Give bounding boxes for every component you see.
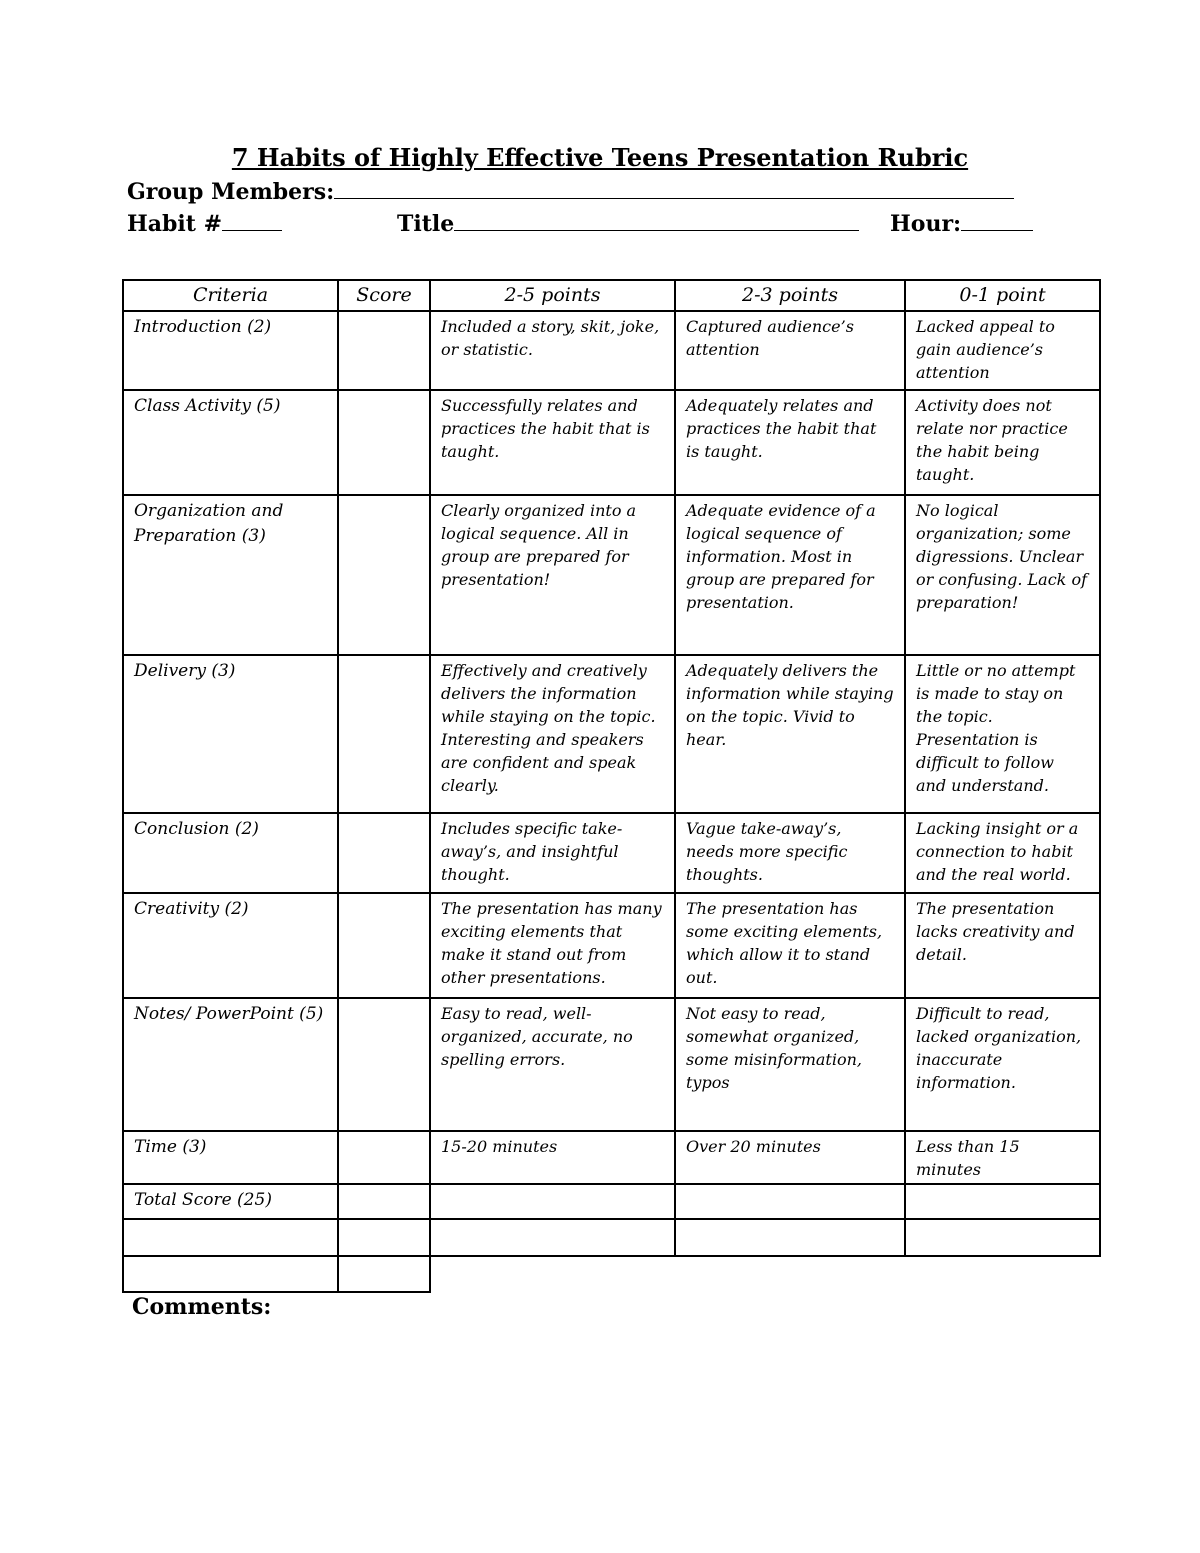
comments-label: Comments: bbox=[132, 1294, 272, 1320]
criteria-cell: Total Score (25) bbox=[123, 1184, 338, 1219]
table-row bbox=[123, 390, 1100, 495]
column-header: 2-3 points bbox=[675, 280, 905, 311]
criteria-cell: Delivery (3) bbox=[123, 655, 338, 813]
total-score-cell[interactable] bbox=[338, 1184, 430, 1219]
empty-space bbox=[905, 1256, 1100, 1292]
column-header: Score bbox=[338, 280, 430, 311]
rubric-table bbox=[122, 279, 1101, 1293]
mid-points-cell: Captured audience’s attention bbox=[675, 311, 905, 390]
empty-cell bbox=[430, 1184, 675, 1219]
low-points-cell: No logical organization; some digressions. Unclear or confusing. Lack of preparation! bbox=[905, 495, 1100, 655]
total-score-row bbox=[123, 1184, 1100, 1219]
title-label: Title bbox=[397, 211, 455, 237]
group-members-field[interactable] bbox=[334, 176, 1014, 199]
empty-cell bbox=[430, 1219, 675, 1256]
hour-line bbox=[890, 208, 1033, 239]
empty-space bbox=[675, 1256, 905, 1292]
high-points-cell: Effectively and creatively delivers the information while staying on the topic. Interesting and speakers are confident and speak clearly. bbox=[430, 655, 675, 813]
criteria-cell: Introduction (2) bbox=[123, 311, 338, 390]
score-cell[interactable] bbox=[338, 893, 430, 998]
table-row bbox=[123, 813, 1100, 893]
mid-points-cell: Adequately delivers the information while staying on the topic. Vivid to hear. bbox=[675, 655, 905, 813]
empty-cell bbox=[905, 1219, 1100, 1256]
table-row bbox=[123, 655, 1100, 813]
mid-points-cell: Adequately relates and practices the habit that is taught. bbox=[675, 390, 905, 495]
habit-label: Habit # bbox=[127, 211, 223, 237]
high-points-cell: Includes specific take-away’s, and insightful thought. bbox=[430, 813, 675, 893]
column-header: 0-1 point bbox=[905, 280, 1100, 311]
low-points-cell: The presentation lacks creativity and detail. bbox=[905, 893, 1100, 998]
high-points-cell: The presentation has many exciting elements that make it stand out from other presentations. bbox=[430, 893, 675, 998]
page-title: 7 Habits of Highly Effective Teens Presentation Rubric bbox=[231, 143, 969, 172]
mid-points-cell: The presentation has some exciting elements, which allow it to stand out. bbox=[675, 893, 905, 998]
empty-cell[interactable] bbox=[123, 1219, 338, 1256]
score-cell[interactable] bbox=[338, 1131, 430, 1184]
low-points-cell: Lacking insight or a connection to habit and the real world. bbox=[905, 813, 1100, 893]
group-members-line bbox=[127, 176, 1014, 207]
mid-points-cell: Vague take-away’s, needs more specific thoughts. bbox=[675, 813, 905, 893]
table-row bbox=[123, 495, 1100, 655]
criteria-cell: Organization and Preparation (3) bbox=[123, 495, 338, 655]
empty-cell[interactable] bbox=[123, 1256, 338, 1292]
low-points-cell: Activity does not relate nor practice the habit being taught. bbox=[905, 390, 1100, 495]
score-cell[interactable] bbox=[338, 655, 430, 813]
high-points-cell: Successfully relates and practices the habit that is taught. bbox=[430, 390, 675, 495]
table-row bbox=[123, 1131, 1100, 1184]
score-cell[interactable] bbox=[338, 495, 430, 655]
criteria-cell: Time (3) bbox=[123, 1131, 338, 1184]
blank-row bbox=[123, 1219, 1100, 1256]
title-field[interactable] bbox=[454, 208, 859, 231]
group-members-label: Group Members: bbox=[127, 179, 335, 205]
empty-cell bbox=[905, 1184, 1100, 1219]
column-header: Criteria bbox=[123, 280, 338, 311]
high-points-cell: 15-20 minutes bbox=[430, 1131, 675, 1184]
low-points-cell: Difficult to read, lacked organization, inaccurate information. bbox=[905, 998, 1100, 1131]
criteria-cell: Conclusion (2) bbox=[123, 813, 338, 893]
empty-cell bbox=[675, 1184, 905, 1219]
high-points-cell: Included a story, skit, joke, or statistic. bbox=[430, 311, 675, 390]
mid-points-cell: Not easy to read, somewhat organized, some misinformation, typos bbox=[675, 998, 905, 1131]
table-row bbox=[123, 893, 1100, 998]
low-points-cell: Lacked appeal to gain audience’s attention bbox=[905, 311, 1100, 390]
empty-space bbox=[430, 1256, 675, 1292]
mid-points-cell: Over 20 minutes bbox=[675, 1131, 905, 1184]
low-points-cell: Less than 15 minutes bbox=[905, 1131, 1100, 1184]
empty-cell[interactable] bbox=[338, 1219, 430, 1256]
criteria-cell: Notes/ PowerPoint (5) bbox=[123, 998, 338, 1131]
criteria-cell: Creativity (2) bbox=[123, 893, 338, 998]
empty-cell bbox=[675, 1219, 905, 1256]
mid-points-cell: Adequate evidence of a logical sequence of information. Most in group are prepared for presentation. bbox=[675, 495, 905, 655]
table-row bbox=[123, 311, 1100, 390]
title-line bbox=[397, 208, 859, 239]
blank-row bbox=[123, 1256, 1100, 1292]
score-cell[interactable] bbox=[338, 813, 430, 893]
habit-line bbox=[127, 208, 282, 239]
high-points-cell: Easy to read, well-organized, accurate, no spelling errors. bbox=[430, 998, 675, 1131]
hour-label: Hour: bbox=[890, 211, 962, 237]
score-cell[interactable] bbox=[338, 311, 430, 390]
table-header-row bbox=[123, 280, 1100, 311]
low-points-cell: Little or no attempt is made to stay on the topic. Presentation is difficult to follow and understand. bbox=[905, 655, 1100, 813]
habit-number-field[interactable] bbox=[222, 208, 282, 231]
table-row bbox=[123, 998, 1100, 1131]
score-cell[interactable] bbox=[338, 390, 430, 495]
criteria-cell: Class Activity (5) bbox=[123, 390, 338, 495]
hour-field[interactable] bbox=[961, 208, 1033, 231]
score-cell[interactable] bbox=[338, 998, 430, 1131]
high-points-cell: Clearly organized into a logical sequence. All in group are prepared for presentation! bbox=[430, 495, 675, 655]
column-header: 2-5 points bbox=[430, 280, 675, 311]
empty-cell[interactable] bbox=[338, 1256, 430, 1292]
